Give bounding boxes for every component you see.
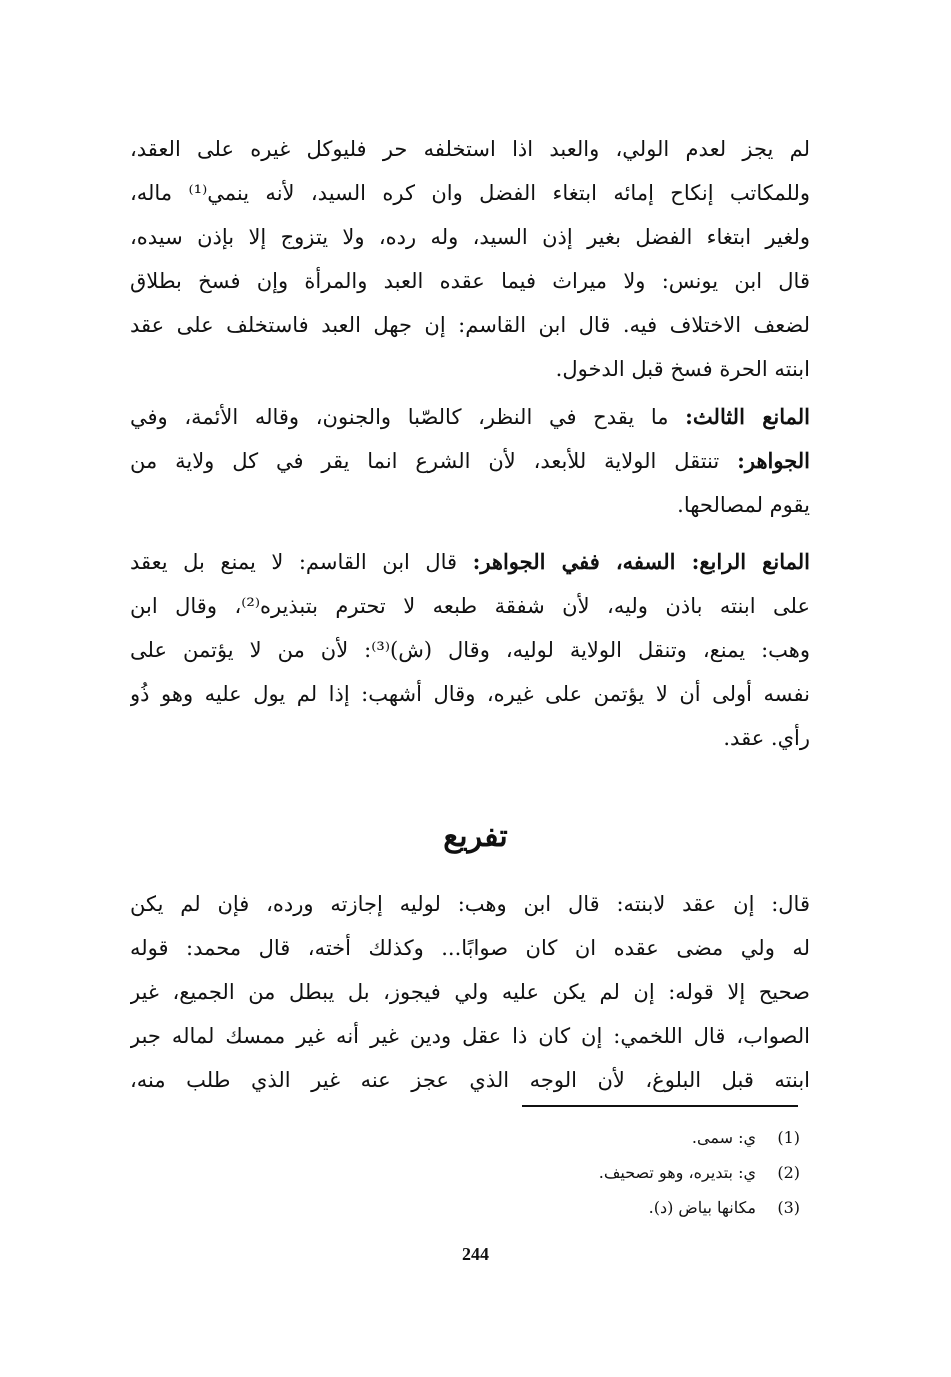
text-line: قال: إن عقد لابنته: قال ابن وهب: لوليه إجازته ورده، فإن لم يكن (130, 892, 810, 916)
footnote-divider (522, 1105, 798, 1107)
footnote-number: (3) (777, 1198, 800, 1217)
text-line (130, 395, 810, 439)
paragraph-1 (130, 127, 810, 391)
text-line: نفسه أولى أن لا يؤتمن على غيره، وقال أشهب: إذا لم يول عليه وهو ذُو (130, 682, 810, 706)
footnotes (400, 1120, 800, 1225)
footnote-text: ي: سمى. (691, 1128, 756, 1147)
text-line: رأي. عقد. (723, 726, 810, 750)
paragraph-3 (130, 540, 810, 760)
text-line: على ابنته باذن وليه، لأن شفقة طبعه لا تحترم بتبذيره⁽²⁾، وقال ابن (130, 594, 810, 618)
footnote-text: ي: بتديره، وهو تصحيف. (598, 1163, 756, 1182)
text-line: الصواب، قال اللخمي: إن كان ذا عقل ودين غير أنه غير ممسك لماله جبر (130, 1024, 810, 1048)
text-line: قال ابن يونس: ولا ميراث فيما عقده العبد والمرأة وإن فسخ بطلاق (130, 269, 810, 293)
footnote-number: (2) (777, 1163, 800, 1182)
section-heading: تفريع (443, 819, 508, 854)
footnote-item (400, 1120, 800, 1155)
text-line: وللمكاتب إنكاح إمائه ابتغاء الفضل وان كره السيد، لأنه ينمي⁽¹⁾ ماله، (130, 181, 810, 205)
section-lead: المانع الثالث: (685, 404, 810, 429)
text-run: تنتقل الولاية للأبعد، لأن الشرع انما يقر في كل ولاية من (130, 449, 738, 473)
page-number: 244 (462, 1244, 489, 1264)
text-run: ما يقدح في النظر، كالصّبا والجنون، وقاله الأئمة، وفي (130, 405, 686, 429)
text-line: ولغير ابتغاء الفضل بغير إذن السيد، وله رده، ولا يتزوج إلا بإذن سيده، (130, 225, 810, 249)
footnote-text: مكانها بياض (د). (648, 1198, 756, 1217)
text-run: قال ابن القاسم: لا يمنع بل يعقد (130, 550, 473, 574)
text-line: يقوم لمصالحها. (677, 493, 810, 517)
section-lead: الجواهر: (737, 448, 810, 473)
footnote-item (400, 1190, 800, 1225)
footnote-item (400, 1155, 800, 1190)
text-line (130, 439, 810, 483)
text-line: له ولي مضى عقده ان كان صوابًا... وكذلك أخته، قال محمد: قوله (130, 936, 810, 960)
text-line: لم يجز لعدم الولي، والعبد اذا استخلفه حر فليوكل غيره على العقد، (130, 137, 810, 161)
section-lead: المانع الرابع: السفه، ففي الجواهر: (472, 549, 810, 574)
paragraph-4 (130, 882, 810, 1102)
text-line: لضعف الاختلاف فيه. قال ابن القاسم: إن جهل العبد فاستخلف على عقد (130, 313, 810, 337)
footnote-number: (1) (777, 1128, 800, 1147)
text-line (130, 540, 810, 584)
text-line: وهب: يمنع، وتنقل الولاية لوليه، وقال (ش)⁽³⁾: لأن من لا يؤتمن على (130, 638, 810, 662)
text-line: ابنته الحرة فسخ قبل الدخول. (555, 357, 810, 381)
paragraph-2 (130, 395, 810, 527)
text-line: صحيح إلا قوله: إن لم يكن عليه ولي فيجوز، بل يبطل من الجميع، غير (130, 980, 810, 1004)
text-line: ابنته قبل البلوغ، لأن الوجه الذي عجز عنه غير الذي طلب منه، (130, 1068, 810, 1092)
